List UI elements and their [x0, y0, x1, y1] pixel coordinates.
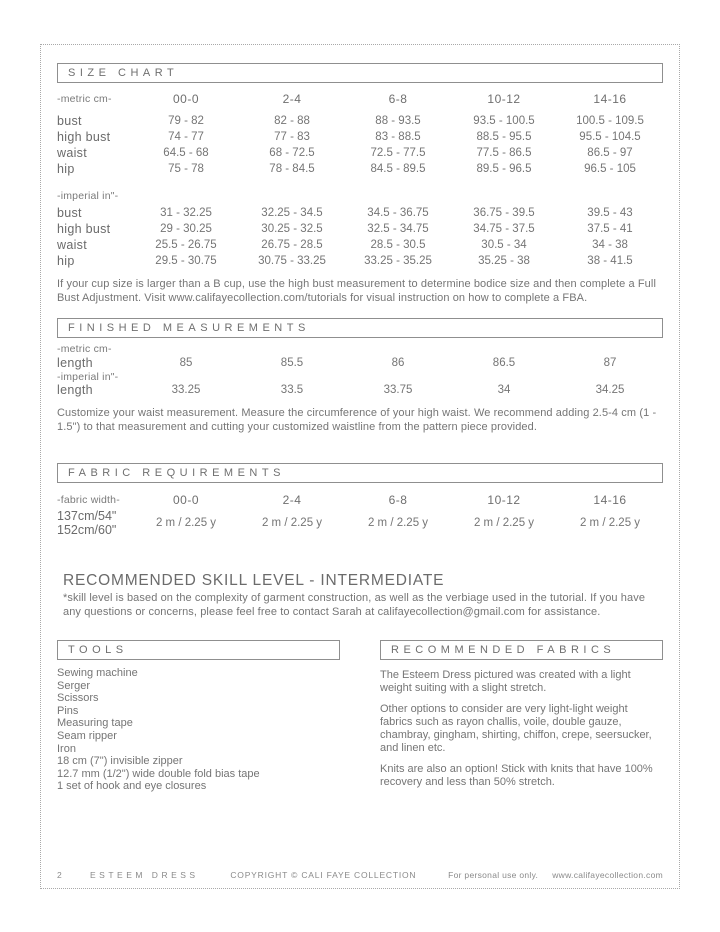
tools-list	[57, 667, 340, 793]
size-column-header: 00-0	[172, 493, 200, 507]
measurement-value: 95.5 - 104.5	[579, 131, 641, 143]
measurement-value: 28.5 - 30.5	[370, 239, 426, 251]
measurement-value: 34.5 - 36.75	[367, 207, 429, 219]
skill-level-heading: RECOMMENDED SKILL LEVEL - INTERMEDIATE	[63, 572, 445, 589]
measurement-value: 87	[603, 357, 617, 369]
pattern-document-page	[40, 44, 680, 889]
recommended-fabrics-title: RECOMMENDED FABRICS	[391, 644, 616, 656]
size-column-header: 2-4	[282, 493, 302, 507]
measurement-value: 30.5 - 34	[481, 239, 527, 251]
website-url: www.califayecollection.com	[552, 870, 663, 880]
tools-title: TOOLS	[68, 644, 128, 656]
size-column-header: 00-0	[172, 92, 200, 106]
measurement-value: 96.5 - 105	[584, 163, 636, 175]
measurement-row-bust-imperial	[57, 205, 663, 221]
size-column-header: 6-8	[388, 92, 408, 106]
fabric-yardage: 2 m / 2.25 y	[473, 517, 535, 529]
row-label: waist	[57, 146, 87, 160]
fabric-requirements-section	[57, 463, 663, 537]
length-row-imperial	[57, 383, 663, 398]
measurement-value: 26.75 - 28.5	[261, 239, 323, 251]
customize-waist-note: Customize your waist measurement. Measure the circumference of your high waist. We recommend adding 2.5-4 cm (1 - 1.5") to that measurement and cutting your customized waistline from the pattern piece provided.	[57, 407, 657, 433]
measurement-value: 25.5 - 26.75	[155, 239, 217, 251]
size-column-header: 10-12	[487, 493, 521, 507]
measurement-row-high-bust-imperial	[57, 221, 663, 237]
recommended-fabrics-header	[380, 640, 663, 660]
tool-item: Iron	[57, 742, 76, 755]
row-label: waist	[57, 238, 87, 252]
measurement-value: 39.5 - 43	[587, 207, 633, 219]
measurement-value: 30.25 - 32.5	[261, 223, 323, 235]
page-number: 2	[57, 870, 62, 880]
measurement-value: 33.25 - 35.25	[364, 255, 432, 267]
measurement-value: 33.75	[383, 384, 413, 396]
finished-measurements-header	[57, 318, 663, 338]
tool-item: 12.7 mm (1/2") wide double fold bias tape	[57, 767, 260, 780]
fabric-width-label: -fabric width-	[57, 494, 120, 506]
size-column-header: 14-16	[593, 493, 627, 507]
size-column-header: 10-12	[487, 92, 521, 106]
fba-note: If your cup size is larger than a B cup, use the high bust measurement to determine bodice size and then complete a Full Bust Adjustment. Visit www.califayecollection.com/tutorials for visual instruction on how to complete a FBA.	[57, 278, 656, 304]
measurement-value: 83 - 88.5	[375, 131, 421, 143]
fabric-width-60: 152cm/60"	[57, 523, 117, 537]
document-title: ESTEEM DRESS	[90, 870, 199, 880]
size-chart-header	[57, 63, 663, 83]
measurement-row-high-bust	[57, 129, 663, 145]
row-label: high bust	[57, 130, 111, 144]
finished-measurements-title: FINISHED MEASUREMENTS	[68, 322, 310, 334]
row-label: hip	[57, 254, 75, 268]
measurement-value: 77.5 - 86.5	[476, 147, 532, 159]
row-label: length	[57, 356, 93, 370]
fabric-yardage: 2 m / 2.25 y	[579, 517, 641, 529]
size-chart-title: SIZE CHART	[68, 67, 179, 79]
measurement-value: 88.5 - 95.5	[476, 131, 532, 143]
measurement-value: 36.75 - 39.5	[473, 207, 535, 219]
fabric-yardage: 2 m / 2.25 y	[367, 517, 429, 529]
page-footer	[57, 870, 663, 880]
measurement-value: 38 - 41.5	[587, 255, 633, 267]
tools-header	[57, 640, 340, 660]
measurement-value: 34.25	[595, 384, 625, 396]
measurement-row-waist	[57, 145, 663, 161]
size-chart-size-row	[57, 92, 663, 106]
fabric-requirements-title: FABRIC REQUIREMENTS	[68, 467, 285, 479]
measurement-value: 68 - 72.5	[269, 147, 315, 159]
fabric-width-54: 137cm/54"	[57, 509, 117, 523]
measurement-value: 34 - 38	[592, 239, 628, 251]
measurement-value: 74 - 77	[168, 131, 204, 143]
size-column-header: 6-8	[388, 493, 408, 507]
fabric-yardage: 2 m / 2.25 y	[261, 517, 323, 529]
copyright-text: COPYRIGHT © CALI FAYE COLLECTION	[230, 870, 417, 880]
tool-item: Pins	[57, 704, 79, 717]
measurement-row-waist-imperial	[57, 237, 663, 253]
row-label: high bust	[57, 222, 111, 236]
measurement-value: 78 - 84.5	[269, 163, 315, 175]
tool-item: Measuring tape	[57, 717, 133, 730]
skill-level-note: *skill level is based on the complexity of garment construction, as well as the verbiage used in the tutorial. If you have any questions or concerns, please feel free to contact Sarah at califayecollection@gmail.com for assistance.	[63, 592, 646, 618]
tool-item: Sewing machine	[57, 667, 138, 679]
measurement-row-hip	[57, 161, 663, 177]
measurement-value: 34	[497, 384, 511, 396]
measurement-value: 88 - 93.5	[375, 115, 421, 127]
fabric-paragraph: The Esteem Dress pictured was created with a light weight suiting with a slight stretch.	[380, 669, 631, 694]
fabric-paragraph: Other options to consider are very light-light weight fabrics such as rayon challis, voile, double gauze, chambray, gingham, shirting, chiffon, crepe, seersucker, and linen etc.	[380, 703, 652, 754]
measurement-row-hip-imperial	[57, 253, 663, 269]
usage-note: For personal use only.	[448, 870, 539, 880]
row-label: bust	[57, 206, 82, 220]
metric-unit-label: -metric cm-	[57, 343, 112, 355]
measurement-value: 77 - 83	[274, 131, 310, 143]
tool-item: 18 cm (7") invisible zipper	[57, 755, 183, 768]
measurement-value: 100.5 - 109.5	[576, 115, 644, 127]
measurement-value: 32.5 - 34.75	[367, 223, 429, 235]
measurement-value: 85	[179, 357, 193, 369]
tool-item: 1 set of hook and eye closures	[57, 780, 207, 793]
skill-level-section	[57, 572, 663, 619]
measurement-value: 82 - 88	[274, 115, 310, 127]
measurement-value: 79 - 82	[168, 115, 204, 127]
measurement-value: 75 - 78	[168, 163, 204, 175]
tools-fabrics-columns	[57, 640, 663, 793]
tools-section	[57, 640, 340, 793]
measurement-value: 31 - 32.25	[160, 207, 212, 219]
size-column-header: 14-16	[593, 92, 627, 106]
measurement-value: 93.5 - 100.5	[473, 115, 535, 127]
measurement-value: 86	[391, 357, 405, 369]
recommended-fabrics-section	[380, 640, 663, 793]
measurement-value: 29 - 30.25	[160, 223, 212, 235]
size-column-header: 2-4	[282, 92, 302, 106]
measurement-value: 89.5 - 96.5	[476, 163, 532, 175]
tool-item: Seam ripper	[57, 729, 117, 742]
measurement-value: 86.5 - 97	[587, 147, 633, 159]
row-label: length	[57, 383, 93, 397]
measurement-value: 33.25	[171, 384, 201, 396]
tool-item: Serger	[57, 679, 91, 692]
column-gap	[340, 640, 380, 793]
imperial-unit-label: -imperial in"-	[57, 371, 119, 383]
fabric-yardage: 2 m / 2.25 y	[155, 517, 217, 529]
measurement-value: 85.5	[280, 357, 304, 369]
measurement-value: 35.25 - 38	[478, 255, 530, 267]
measurement-value: 34.75 - 37.5	[473, 223, 535, 235]
tool-item: Scissors	[57, 692, 99, 705]
measurement-value: 84.5 - 89.5	[370, 163, 426, 175]
measurement-row-bust	[57, 113, 663, 129]
measurement-value: 29.5 - 30.75	[155, 255, 217, 267]
measurement-value: 33.5	[280, 384, 304, 396]
row-label: hip	[57, 162, 75, 176]
measurement-value: 86.5	[492, 357, 516, 369]
fabric-width-values	[57, 509, 133, 537]
fabric-paragraph: Knits are also an option! Stick with knits that have 100% recovery and less than 50% stretch.	[380, 763, 653, 788]
imperial-unit-label: -imperial in"-	[57, 190, 119, 202]
measurement-value: 32.25 - 34.5	[261, 207, 323, 219]
measurement-value: 30.75 - 33.25	[258, 255, 326, 267]
fabric-size-row	[57, 492, 663, 508]
fabric-yardage-row	[57, 509, 663, 537]
finished-measurements-section	[57, 318, 663, 434]
length-row-metric	[57, 356, 663, 371]
fabric-requirements-header	[57, 463, 663, 483]
row-label: bust	[57, 114, 82, 128]
measurement-value: 64.5 - 68	[163, 147, 209, 159]
metric-unit-label: -metric cm-	[57, 93, 112, 105]
measurement-value: 37.5 - 41	[587, 223, 633, 235]
size-chart-section	[57, 63, 663, 305]
measurement-value: 72.5 - 77.5	[370, 147, 426, 159]
